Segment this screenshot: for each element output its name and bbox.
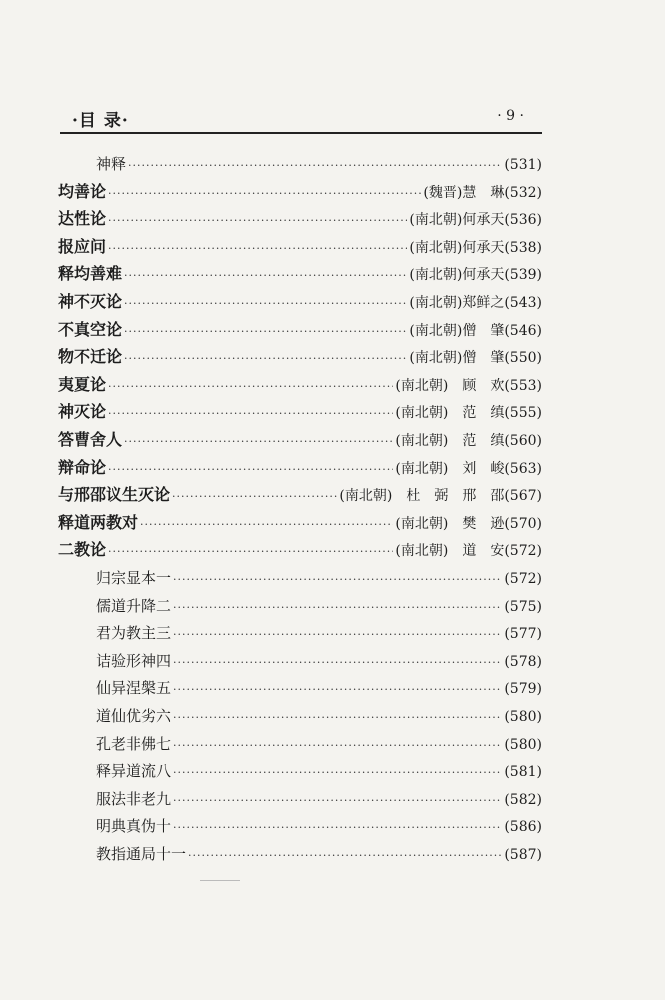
entry-page: (580) xyxy=(504,709,542,725)
toc-entry xyxy=(58,288,542,316)
entry-page: (570) xyxy=(504,515,542,532)
entry-page: (532) xyxy=(504,184,542,201)
entry-author: (南北朝) 范 缜 xyxy=(395,433,505,449)
entry-page: (572) xyxy=(504,543,542,560)
leader-dots xyxy=(108,538,393,566)
entry-title: 报应问 xyxy=(58,236,107,256)
entry-title: 诘验形神四 xyxy=(96,651,172,670)
entry-author: (南北朝)何承天 xyxy=(409,267,505,284)
entry-author: (南北朝)何承天 xyxy=(409,212,505,229)
entry-title: 释异道流八 xyxy=(96,762,172,781)
entry-page: (538) xyxy=(504,239,542,256)
toc-subentry xyxy=(96,812,542,840)
toc-entry xyxy=(58,398,542,426)
leader-dots xyxy=(173,649,502,677)
entry-page: (586) xyxy=(504,819,542,836)
toc-entry xyxy=(58,454,542,482)
leader-dots xyxy=(108,400,393,428)
entry-title: 不真空论 xyxy=(58,319,123,339)
leader-dots xyxy=(173,566,502,594)
entry-author: (南北朝) 道 安 xyxy=(395,543,505,560)
leader-dots xyxy=(108,180,421,208)
entry-author: (南北朝) 杜 弼 邢 邵 xyxy=(339,488,505,505)
toc-subentry xyxy=(96,702,542,730)
entry-page: (578) xyxy=(504,653,542,670)
entry-title: 夷夏论 xyxy=(58,374,107,394)
entry-page: (553) xyxy=(504,377,542,394)
entry-author: (南北朝) 顾 欢 xyxy=(395,377,505,394)
entry-page: (539) xyxy=(504,267,542,284)
entry-author: (南北朝)何承天 xyxy=(409,239,505,256)
entry-title: 释道两教对 xyxy=(58,512,139,532)
entry-page: (567) xyxy=(504,488,542,505)
entry-title: 道仙优劣六 xyxy=(96,707,172,725)
toc-entry xyxy=(58,316,542,344)
header-rule xyxy=(60,132,542,134)
leader-dots xyxy=(173,814,502,842)
entry-title: 达性论 xyxy=(58,209,107,229)
entry-author: (魏晋)慧 琳 xyxy=(423,184,505,201)
entry-title: 辩命论 xyxy=(58,457,107,477)
entry-author: (南北朝)僧 肇 xyxy=(409,322,505,339)
leader-dots xyxy=(173,704,502,732)
leader-dots xyxy=(128,152,502,180)
entry-title: 儒道升降二 xyxy=(96,596,172,615)
entry-page: (531) xyxy=(504,157,542,173)
entry-page: (581) xyxy=(504,764,542,781)
toc-subentry xyxy=(96,730,542,758)
divider xyxy=(200,880,240,881)
entry-page: (555) xyxy=(504,405,542,422)
entry-title: 神释 xyxy=(96,155,127,173)
toc-entry xyxy=(58,481,542,509)
entry-page: (587) xyxy=(504,847,542,863)
leader-dots xyxy=(173,732,502,760)
leader-dots xyxy=(173,594,502,622)
toc-entry xyxy=(58,509,542,537)
entry-title: 二教论 xyxy=(58,540,107,560)
entry-page: (572) xyxy=(504,571,542,587)
entry-title: 仙异涅槃五 xyxy=(96,679,172,698)
entry-author: (南北朝)僧 肇 xyxy=(409,350,505,367)
toc-subentry xyxy=(96,757,542,785)
entry-title: 与邢邵议生灭论 xyxy=(58,485,171,505)
section-title: ·目 录· xyxy=(72,111,129,131)
toc-subentry xyxy=(96,674,542,702)
entry-title: 神灭论 xyxy=(58,402,107,422)
entry-page: (550) xyxy=(504,350,542,367)
entry-title: 神不灭论 xyxy=(58,292,123,311)
entry-title: 服法非老九 xyxy=(96,789,172,808)
entry-author: (南北朝) 刘 峻 xyxy=(395,460,505,477)
toc-entry xyxy=(58,536,542,564)
leader-dots xyxy=(173,787,502,815)
toc-subentry xyxy=(96,619,542,647)
entry-page: (575) xyxy=(504,598,542,615)
entry-title: 均善论 xyxy=(58,181,107,201)
entry-title: 君为教主三 xyxy=(96,624,172,643)
entry-title: 释均善难 xyxy=(58,264,123,284)
entry-page: (546) xyxy=(504,322,542,339)
toc-entry xyxy=(58,426,542,454)
leader-dots xyxy=(124,318,407,346)
page-header xyxy=(60,106,542,134)
entry-page: (560) xyxy=(504,433,542,449)
toc-entry xyxy=(58,178,542,206)
entry-page: (536) xyxy=(504,212,542,229)
leader-dots xyxy=(108,235,407,263)
toc-subentry xyxy=(96,647,542,675)
leader-dots xyxy=(124,262,407,290)
entry-page: (579) xyxy=(504,681,542,698)
leader-dots xyxy=(173,621,502,649)
entry-author: (南北朝) 范 缜 xyxy=(395,405,505,422)
toc-entry xyxy=(58,371,542,399)
toc-subentry xyxy=(96,150,542,178)
leader-dots xyxy=(124,428,393,456)
leader-dots xyxy=(173,759,502,787)
entry-title: 物不迁论 xyxy=(58,347,123,367)
entry-page: (582) xyxy=(504,791,542,808)
toc-entry xyxy=(58,205,542,233)
entry-page: (543) xyxy=(504,295,542,311)
leader-dots xyxy=(124,345,407,373)
entry-author: (南北朝) 樊 逊 xyxy=(395,515,505,532)
entry-page: (577) xyxy=(504,626,542,643)
leader-dots xyxy=(108,373,393,401)
leader-dots xyxy=(108,207,407,235)
entry-title: 明典真伪十 xyxy=(96,817,172,836)
toc-entry xyxy=(58,343,542,371)
entry-page: (580) xyxy=(504,736,542,753)
leader-dots xyxy=(140,511,393,539)
toc-subentry xyxy=(96,840,542,868)
entry-title: 教指通局十一 xyxy=(96,845,187,863)
entry-title: 归宗显本一 xyxy=(96,569,172,587)
page-number: · 9 · xyxy=(497,108,524,124)
leader-dots xyxy=(172,483,337,511)
toc-subentry xyxy=(96,564,542,592)
entry-title: 答曹舍人 xyxy=(58,430,123,449)
leader-dots xyxy=(108,456,393,484)
entry-page: (563) xyxy=(504,460,542,477)
toc-subentry xyxy=(96,785,542,813)
leader-dots xyxy=(124,290,407,318)
leader-dots xyxy=(188,842,502,870)
toc-entry xyxy=(58,260,542,288)
leader-dots xyxy=(173,676,502,704)
entry-author: (南北朝)郑鲜之 xyxy=(409,295,505,311)
toc-entry xyxy=(58,233,542,261)
toc-subentry xyxy=(96,592,542,620)
entry-title: 孔老非佛七 xyxy=(96,734,172,753)
